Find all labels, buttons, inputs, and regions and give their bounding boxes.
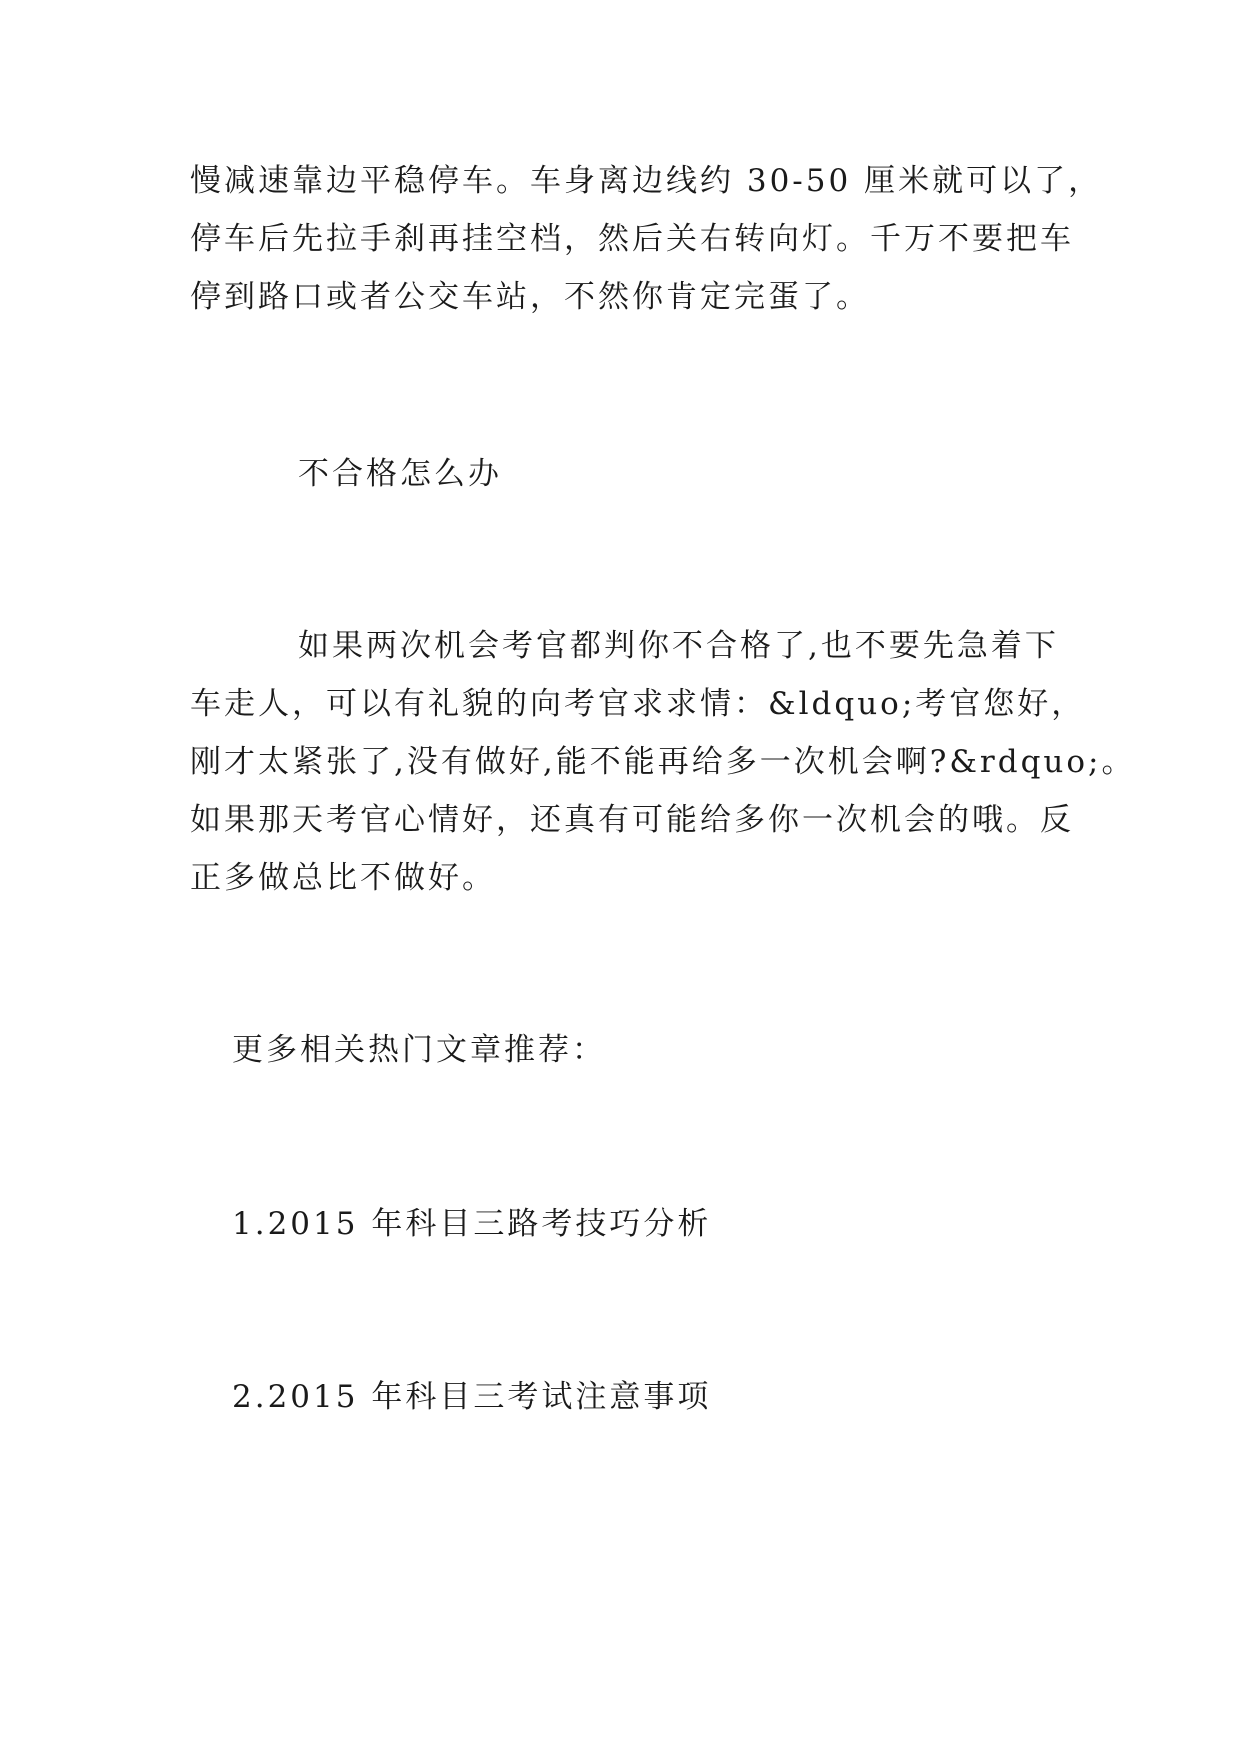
section-heading: 不合格怎么办 [298, 456, 502, 492]
related-article-link[interactable]: 1.2015 年科目三路考技巧分析 [232, 1206, 712, 1242]
paragraph-line: 停车后先拉手刹再挂空档，然后关右转向灯。千万不要把车 [190, 221, 1074, 257]
paragraph-line: 车走人，可以有礼貌的向考官求求情：&ldquo;考官您好， [190, 686, 1086, 722]
related-article-link[interactable]: 2.2015 年科目三考试注意事项 [232, 1379, 712, 1415]
paragraph-line: 慢减速靠边平稳停车。车身离边线约 30-50 厘米就可以了， [190, 163, 1103, 199]
paragraph-line: 停到路口或者公交车站，不然你肯定完蛋了。 [190, 279, 870, 315]
paragraph-line: 刚才太紧张了,没有做好,能不能再给多一次机会啊?&rdquo;。 [190, 744, 1136, 780]
paragraph-line: 如果那天考官心情好，还真有可能给多你一次机会的哦。反 [190, 802, 1074, 838]
paragraph-line: 正多做总比不做好。 [190, 860, 496, 896]
paragraph-line: 如果两次机会考官都判你不合格了,也不要先急着下 [298, 628, 1059, 664]
related-articles-heading: 更多相关热门文章推荐： [232, 1032, 606, 1068]
